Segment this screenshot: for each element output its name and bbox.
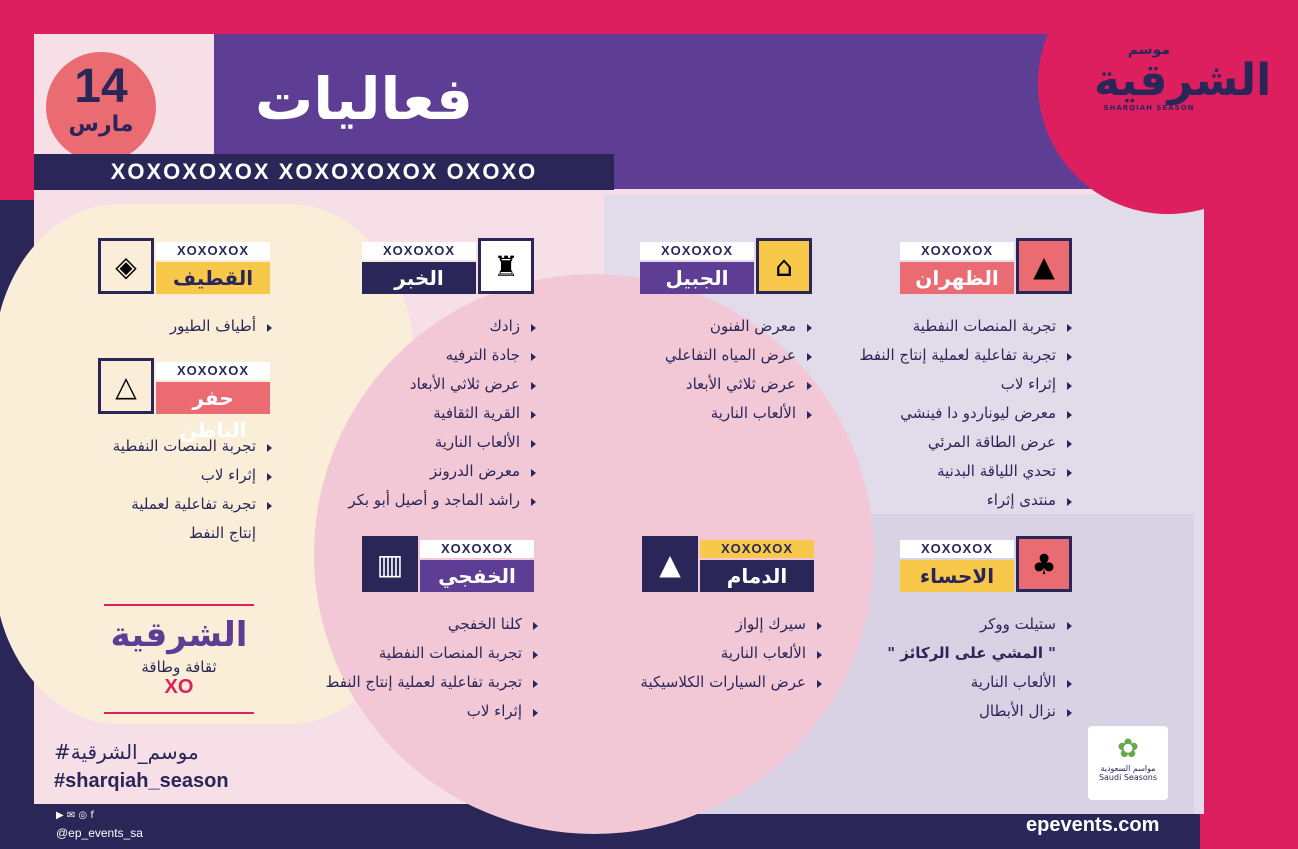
- list-qatif: [144, 312, 274, 341]
- hashtag-english: #sharqiah_season: [54, 770, 229, 792]
- saudi-map-icon: ✿: [1117, 734, 1139, 764]
- logo-english: SHARQIAH SEASON: [1103, 104, 1195, 112]
- list-item: الألعاب النارية: [604, 639, 824, 668]
- saudi-seasons-logo: [1088, 726, 1168, 800]
- list-item: إنتاج النفط: [189, 524, 256, 542]
- list-item: الألعاب النارية: [284, 428, 538, 457]
- list-item: منتدى إثراء: [834, 486, 1074, 515]
- mountain-icon: ▲: [642, 536, 698, 592]
- list-item: عرض السيارات الكلاسيكية: [604, 668, 824, 697]
- date-day: 14: [74, 60, 128, 113]
- badge-label: الخبر: [362, 262, 476, 294]
- hashtag-arabic: #موسم_الشرقية: [54, 740, 199, 764]
- page-title: فعاليات: [254, 65, 473, 133]
- factory-icon: ⌂: [756, 238, 812, 294]
- logo-top-text: موسم: [1127, 42, 1171, 58]
- badge-khobar: [362, 238, 534, 298]
- list-item: سيرك إلواز: [604, 610, 824, 639]
- list-item: تجربة المنصات النفطية: [290, 639, 540, 668]
- list-item: معرض الفنون: [594, 312, 814, 341]
- badge-qatif: [98, 238, 270, 298]
- list-item: تجربة تفاعلية لعملية إنتاج النفط: [290, 668, 540, 697]
- list-hafr-al-batin: [84, 432, 274, 548]
- saudi-seasons-english: Saudi Seasons: [1098, 773, 1158, 782]
- list-jubail: [594, 312, 814, 428]
- badge-label: الدمام: [700, 560, 814, 592]
- badge-pattern: XOXOXOX: [420, 540, 534, 558]
- list-item: إثراء لاب: [834, 370, 1074, 399]
- badge-al-ahsa: [900, 536, 1072, 596]
- list-dammam: [604, 610, 824, 697]
- saudi-seasons-arabic: مواسم السعودية: [1100, 764, 1156, 773]
- list-item: كلنا الخفجي: [290, 610, 540, 639]
- badge-dhahran: [900, 238, 1072, 298]
- logo-glyph: الشرقية: [1094, 55, 1272, 106]
- badge-pattern: XOXOXOX: [700, 540, 814, 558]
- badge-jubail: [640, 238, 812, 298]
- fish-icon: ◈: [98, 238, 154, 294]
- badge-pattern: XOXOXOX: [362, 242, 476, 260]
- list-item: " المشي على الركائز ": [887, 644, 1056, 662]
- list-item: تجربة تفاعلية لعملية: [84, 490, 274, 519]
- badge-label: الاحساء: [900, 560, 1014, 592]
- pattern-bar: XOXOXOXOX XOXOXOXOX OXOXO: [34, 154, 614, 190]
- poster-panel: [34, 34, 1272, 804]
- sharqiah-season-logo: [1094, 42, 1272, 112]
- sharqiah-brand: [104, 604, 254, 714]
- badge-pattern: XOXOXOX: [900, 540, 1014, 558]
- tower-icon: ▲: [1016, 238, 1072, 294]
- badge-label: الجبيل: [640, 262, 754, 294]
- list-khobar: [284, 312, 538, 515]
- list-al-ahsa: [854, 610, 1074, 726]
- list-item: الألعاب النارية: [594, 399, 814, 428]
- list-item: أطياف الطيور: [144, 312, 274, 341]
- palm-icon: ♣: [1016, 536, 1072, 592]
- list-item: إثراء لاب: [290, 697, 540, 726]
- list-item: معرض ليوناردو دا فينشي: [834, 399, 1074, 428]
- list-item: عرض ثلاثي الأبعاد: [284, 370, 538, 399]
- list-khafji: [290, 610, 540, 726]
- list-item: تحدي اللياقة البدنية: [834, 457, 1074, 486]
- badge-label: الظهران: [900, 262, 1014, 294]
- badge-pattern: XOXOXOX: [900, 242, 1014, 260]
- list-item: جادة الترفيه: [284, 341, 538, 370]
- list-item: تجربة المنصات النفطية: [84, 432, 274, 461]
- list-item: راشد الماجد و أصيل أبو بكر: [284, 486, 538, 515]
- list-item: الألعاب النارية: [854, 668, 1074, 697]
- badge-label: القطيف: [156, 262, 270, 294]
- list-item: عرض الطاقة المرئي: [834, 428, 1074, 457]
- social-icons[interactable]: ▶ ✉ ◎ f: [56, 810, 94, 821]
- website-link[interactable]: epevents.com: [1026, 814, 1160, 836]
- badge-label: الخفجي: [420, 560, 534, 592]
- social-handle[interactable]: @ep_events_sa: [56, 826, 143, 840]
- camel-icon: △: [98, 358, 154, 414]
- badge-pattern: XOXOXOX: [156, 362, 270, 380]
- badge-dammam: [642, 536, 814, 596]
- brand-subtitle: ثقافة وطاقة: [141, 658, 217, 676]
- list-item: عرض المياه التفاعلي: [594, 341, 814, 370]
- list-item: إثراء لاب: [84, 461, 274, 490]
- date-month: مارس: [68, 112, 134, 137]
- brand-mark: XO: [164, 676, 194, 698]
- list-dhahran: [834, 312, 1074, 515]
- water-tower-icon: ♜: [478, 238, 534, 294]
- badge-label: حفر الباطن: [156, 382, 270, 414]
- building-icon: ▥: [362, 536, 418, 592]
- date-badge: [46, 52, 156, 162]
- badge-khafji: [362, 536, 534, 596]
- brand-title: الشرقية: [110, 615, 248, 655]
- list-item: عرض ثلاثي الأبعاد: [594, 370, 814, 399]
- list-item: نزال الأبطال: [854, 697, 1074, 726]
- list-item: تجربة تفاعلية لعملية إنتاج النفط: [834, 341, 1074, 370]
- list-item: تجربة المنصات النفطية: [834, 312, 1074, 341]
- badge-hafr-al-batin: [98, 358, 270, 442]
- list-item: القرية الثقافية: [284, 399, 538, 428]
- list-item: ستيلت ووكر: [854, 610, 1074, 639]
- list-item: معرض الدرونز: [284, 457, 538, 486]
- list-item: زادك: [284, 312, 538, 341]
- badge-pattern: XOXOXOX: [640, 242, 754, 260]
- badge-pattern: XOXOXOX: [156, 242, 270, 260]
